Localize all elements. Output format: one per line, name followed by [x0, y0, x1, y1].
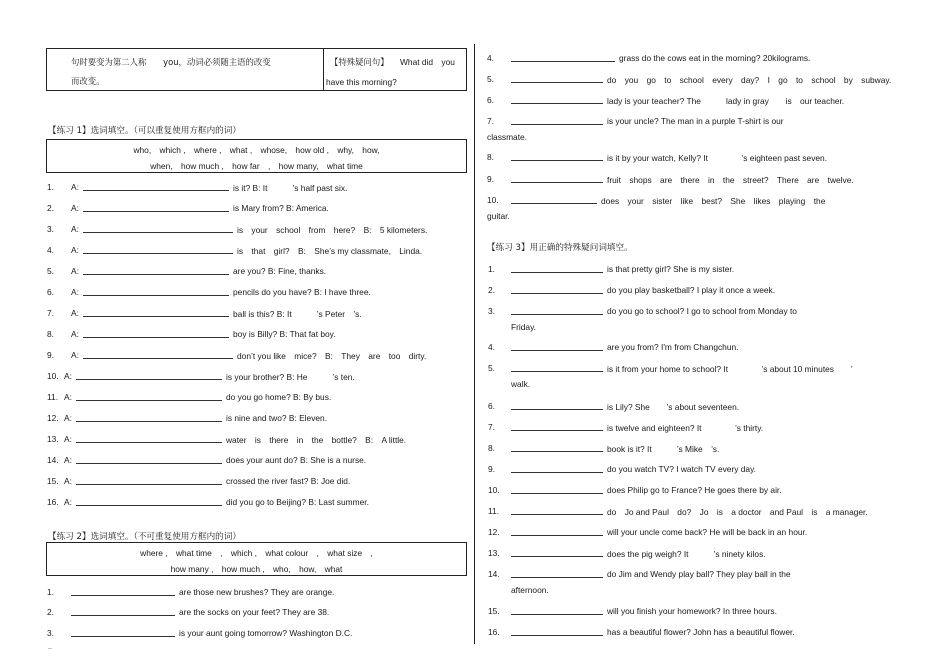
page-bottom-mark: ..	[48, 644, 52, 651]
note-right-title: 【特殊疑问句】	[330, 57, 389, 67]
question-continuation: Friday.	[511, 322, 536, 332]
question-text: is it by your watch, Kelly? It ’s eighteen past seven.	[607, 153, 828, 163]
question-text: does your sister like best? She likes playing the	[601, 196, 826, 206]
question-text: do you play basketball? I play it once a week.	[607, 285, 776, 295]
answer-blank[interactable]	[511, 306, 603, 315]
question-number: 9.	[487, 174, 494, 184]
question-text: book is it? It ’s Mike ’s.	[607, 444, 720, 454]
speaker-label: A:	[71, 266, 79, 276]
speaker-label: A:	[71, 245, 79, 255]
table-divider	[323, 49, 324, 90]
exercise1-box-line1: who, which , where , what , whose, how old , why, how,	[133, 145, 380, 155]
question-text: is your school from here? B: 5 kilometers.	[237, 225, 428, 235]
question-text: don’t you like mice? B: They are too dirty.	[237, 351, 427, 361]
question-number: 2.	[47, 203, 54, 213]
question-continuation: classmate.	[487, 132, 528, 142]
question-number: 1.	[47, 182, 54, 192]
answer-blank[interactable]	[83, 266, 229, 275]
question-number: 15.	[47, 476, 59, 486]
question-text: grass do the cows eat in the morning? 20kilograms.	[619, 53, 811, 63]
speaker-label: A:	[64, 434, 72, 444]
question-number: 8.	[488, 443, 495, 453]
question-text: is your uncle? The man in a purple T-shirt is our	[607, 116, 784, 126]
question-text: does the pig weigh? It ’s ninety kilos.	[607, 549, 766, 559]
question-number: 3.	[488, 306, 495, 316]
answer-blank[interactable]	[83, 308, 229, 317]
question-text: do you go to school? I go to school from Monday to	[607, 306, 797, 316]
answer-blank[interactable]	[511, 195, 597, 204]
question-text: is your aunt going tomorrow? Washington D.C.	[179, 628, 353, 638]
question-text: ball is this? B: It ’s Peter ’s.	[233, 309, 362, 319]
answer-blank[interactable]	[511, 264, 603, 273]
question-text: lady is your teacher? The lady in gray is our teacher.	[607, 96, 845, 106]
answer-blank[interactable]	[511, 464, 603, 473]
answer-blank[interactable]	[511, 627, 603, 636]
question-text: will your uncle come back? He will be back in an hour.	[607, 527, 808, 537]
answer-blank[interactable]	[76, 392, 222, 401]
question-number: 5.	[47, 266, 54, 276]
note-right-line1: What did you	[400, 57, 455, 67]
question-number: 3.	[47, 628, 54, 638]
answer-blank[interactable]	[83, 224, 233, 233]
question-number: 8.	[47, 329, 54, 339]
question-text: is nine and two? B: Eleven.	[226, 413, 328, 423]
question-number: 7.	[47, 308, 54, 318]
question-text: did you go to Beijing? B: Last summer.	[226, 497, 369, 507]
answer-blank[interactable]	[511, 95, 603, 104]
question-text: is it from your home to school? It ’s about 10 minutes ’	[607, 364, 853, 374]
answer-blank[interactable]	[76, 371, 222, 380]
question-number: 2.	[47, 607, 54, 617]
question-number: 4.	[47, 245, 54, 255]
question-text: are those new brushes? They are orange.	[179, 587, 335, 597]
question-number: 10.	[488, 485, 500, 495]
answer-blank[interactable]	[76, 455, 222, 464]
question-number: 2.	[488, 285, 495, 295]
question-continuation: guitar.	[487, 211, 510, 221]
speaker-label: A:	[71, 350, 79, 360]
answer-blank[interactable]	[511, 342, 603, 351]
answer-blank[interactable]	[83, 287, 229, 296]
question-number: 12.	[47, 413, 59, 423]
answer-blank[interactable]	[71, 628, 175, 637]
question-number: 6.	[488, 401, 495, 411]
question-number: 14.	[488, 569, 500, 579]
question-number: 6.	[487, 95, 494, 105]
question-text: is it? B: It ’s half past six.	[233, 183, 348, 193]
exercise1-box-line2: when, how much , how far , how many, what time	[150, 161, 363, 171]
question-text: does Philip go to France? He goes there by air.	[607, 485, 782, 495]
question-text: do Jo and Paul do? Jo is a doctor and Paul is a manager.	[607, 507, 868, 517]
question-text: is your brother? B: He ’s ten.	[226, 372, 355, 382]
answer-blank[interactable]	[511, 363, 603, 372]
grammar-note-table	[46, 48, 467, 91]
exercise2-box-line2: how many , how much , who, how, what	[170, 564, 343, 574]
question-number: 6.	[47, 287, 54, 297]
answer-blank[interactable]	[511, 422, 603, 431]
speaker-label: A:	[64, 371, 72, 381]
exercise3-heading: 【练习 3】用正确的特殊疑问词填空。	[487, 243, 633, 253]
question-number: 11.	[488, 506, 500, 516]
question-number: 13.	[488, 548, 500, 558]
question-number: 15.	[488, 606, 500, 616]
answer-blank[interactable]	[511, 443, 603, 452]
speaker-label: A:	[71, 308, 79, 318]
question-continuation: afternoon.	[511, 585, 549, 595]
answer-blank[interactable]	[511, 527, 603, 536]
answer-blank[interactable]	[83, 245, 233, 254]
exercise1-heading: 【练习 1】选词填空。（可以重复使用方框内的词）	[48, 126, 241, 136]
question-text: is twelve and eighteen? It ’s thirty.	[607, 423, 764, 433]
question-text: is Mary from? B: America.	[233, 203, 329, 213]
question-number: 10.	[47, 371, 59, 381]
question-number: 4.	[487, 53, 494, 63]
answer-blank[interactable]	[83, 203, 229, 212]
speaker-label: A:	[71, 287, 79, 297]
question-number: 9.	[488, 464, 495, 474]
answer-blank[interactable]	[76, 476, 222, 485]
question-number: 5.	[487, 74, 494, 84]
question-number: 7.	[488, 422, 495, 432]
answer-blank[interactable]	[71, 587, 175, 596]
answer-blank[interactable]	[511, 116, 603, 125]
answer-blank[interactable]	[511, 285, 603, 294]
answer-blank[interactable]	[511, 485, 603, 494]
question-text: fruit shops are there in the street? There are twelve.	[607, 175, 854, 185]
answer-blank[interactable]	[76, 434, 222, 443]
question-number: 10.	[487, 195, 499, 205]
question-text: pencils do you have? B: I have three.	[233, 287, 371, 297]
question-text: are the socks on your feet? They are 38.	[179, 607, 330, 617]
answer-blank[interactable]	[511, 569, 603, 578]
note-left-line2: 而改变。	[71, 76, 105, 86]
exercise2-word-box	[46, 542, 467, 576]
question-text: has a beautiful flower? John has a beautiful flower.	[607, 627, 795, 637]
question-number: 14.	[47, 455, 59, 465]
question-text: is that girl? B: She’s my classmate, Linda.	[237, 246, 423, 256]
speaker-label: A:	[64, 413, 72, 423]
question-number: 5.	[488, 363, 495, 373]
question-text: boy is Billy? B: That fat boy.	[233, 329, 336, 339]
answer-blank[interactable]	[511, 606, 603, 615]
answer-blank[interactable]	[76, 413, 222, 422]
question-text: crossed the river fast? B: Joe did.	[226, 476, 351, 486]
question-text: will you finish your homework? In three hours.	[607, 606, 777, 616]
answer-blank[interactable]	[511, 401, 603, 410]
question-number: 3.	[47, 224, 54, 234]
question-number: 13.	[47, 434, 59, 444]
question-text: is Lily? She ’s about seventeen.	[607, 402, 740, 412]
question-number: 8.	[487, 152, 494, 162]
question-text: does your aunt do? B: She is a nurse.	[226, 455, 367, 465]
answer-blank[interactable]	[71, 607, 175, 616]
speaker-label: A:	[64, 497, 72, 507]
answer-blank[interactable]	[83, 350, 233, 359]
question-number: 1.	[47, 587, 54, 597]
answer-blank[interactable]	[511, 174, 603, 183]
question-number: 7.	[487, 116, 494, 126]
question-text: are you from? I'm from Changchun.	[607, 342, 739, 352]
speaker-label: A:	[64, 455, 72, 465]
question-text: do you watch TV? I watch TV every day.	[607, 464, 756, 474]
question-text: are you? B: Fine, thanks.	[233, 266, 327, 276]
question-number: 4.	[488, 342, 495, 352]
question-number: 11.	[47, 392, 59, 402]
answer-blank[interactable]	[511, 548, 603, 557]
exercise2-box-line1: where , what time , which , what colour , what size ,	[140, 548, 373, 558]
speaker-label: A:	[64, 476, 72, 486]
speaker-label: A:	[71, 203, 79, 213]
question-text: do you go home? B: By bus.	[226, 392, 332, 402]
note-left-line1: 句时要变为第二人称 you，动词必须随主语的改变	[71, 57, 271, 67]
question-text: is that pretty girl? She is my sister.	[607, 264, 735, 274]
answer-blank[interactable]	[83, 329, 229, 338]
question-number: 16.	[488, 627, 500, 637]
question-number: 1.	[488, 264, 495, 274]
question-number: 16.	[47, 497, 59, 507]
question-text: do Jim and Wendy play ball? They play ball in the	[607, 569, 791, 579]
answer-blank[interactable]	[511, 53, 615, 62]
answer-blank[interactable]	[83, 182, 229, 191]
exercise2-heading: 【练习 2】选词填空。（不可重复使用方框内的词）	[48, 532, 241, 542]
question-continuation: walk.	[511, 379, 531, 389]
question-text: do you go to school every day? I go to school by subway.	[607, 75, 892, 85]
answer-blank[interactable]	[511, 74, 603, 83]
speaker-label: A:	[64, 392, 72, 402]
question-number: 9.	[47, 350, 54, 360]
answer-blank[interactable]	[511, 506, 603, 515]
answer-blank[interactable]	[511, 152, 603, 161]
speaker-label: A:	[71, 329, 79, 339]
speaker-label: A:	[71, 182, 79, 192]
column-divider	[474, 44, 475, 644]
note-right-line2: have this morning?	[326, 77, 397, 87]
speaker-label: A:	[71, 224, 79, 234]
answer-blank[interactable]	[76, 497, 222, 506]
question-number: 12.	[488, 527, 500, 537]
question-text: water is there in the bottle? B: A little.	[226, 435, 407, 445]
exercise1-word-box	[46, 139, 467, 173]
